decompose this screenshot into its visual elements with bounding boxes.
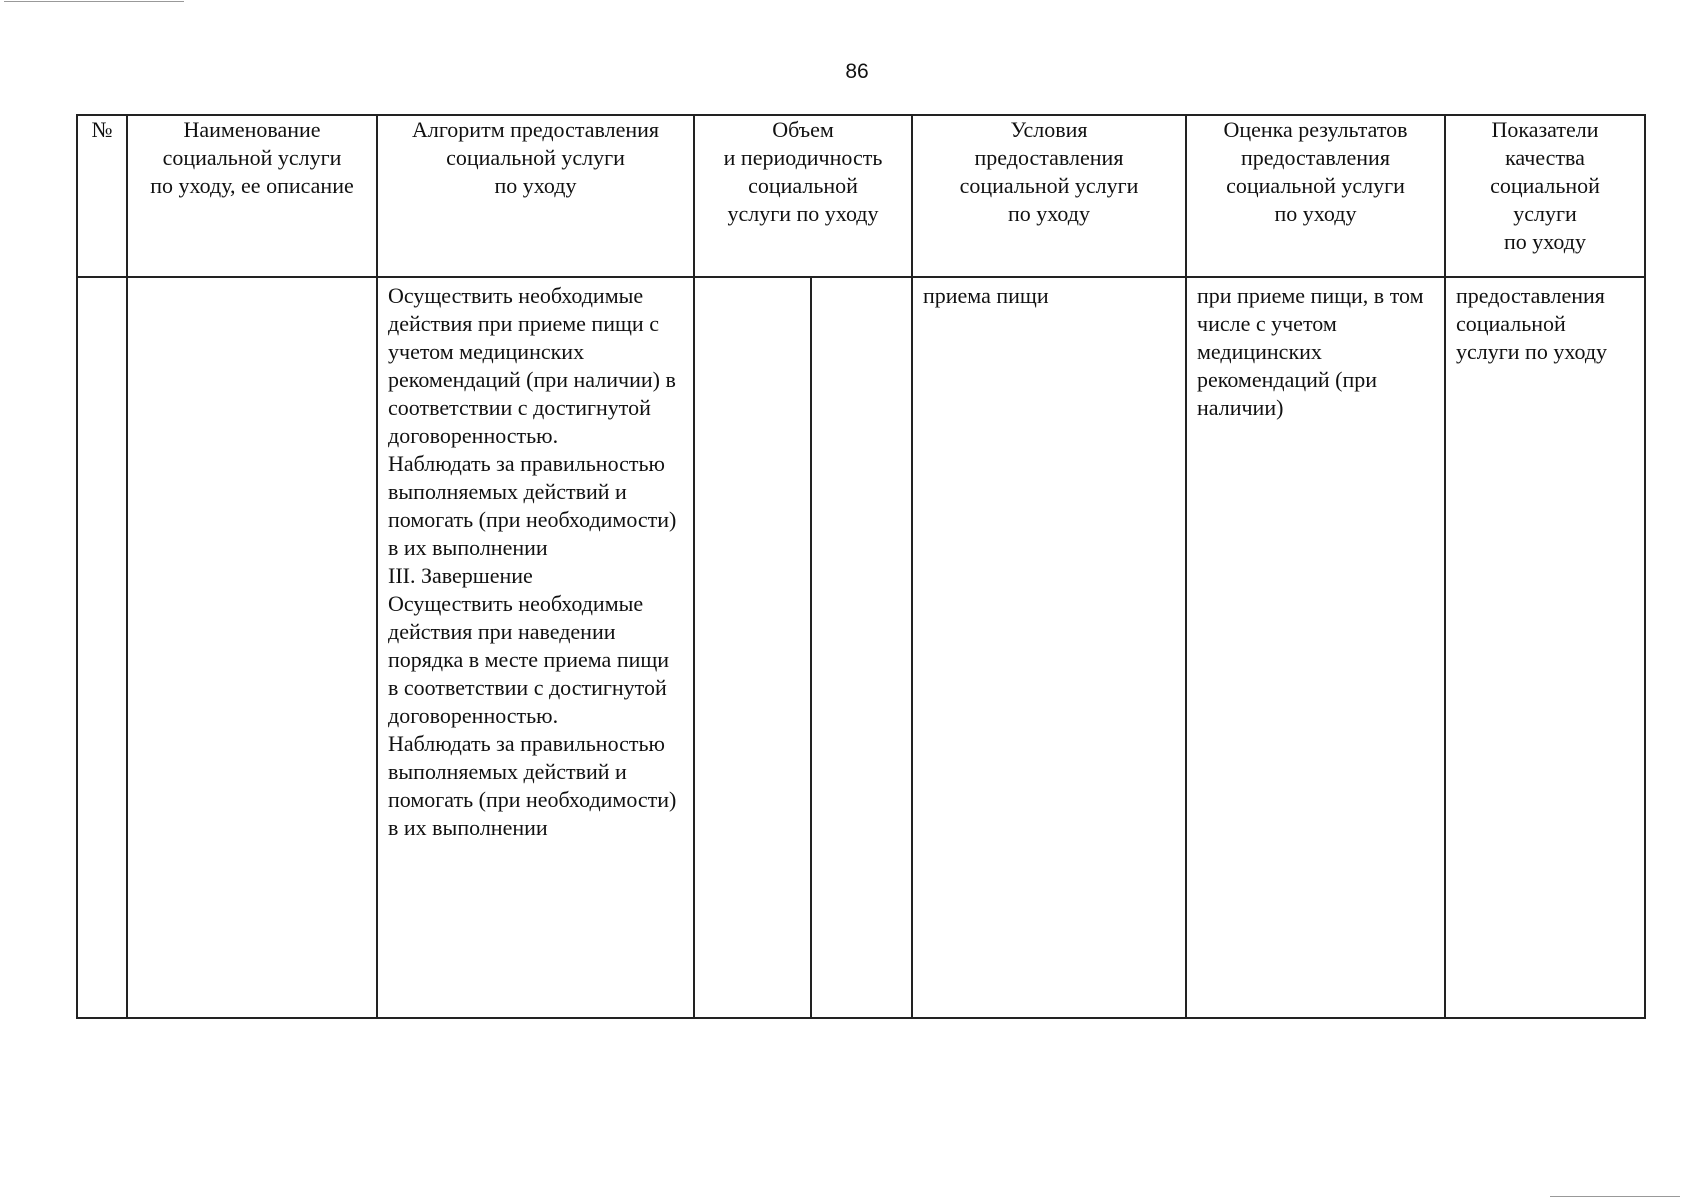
- scan-artifact: [4, 1, 184, 2]
- cell-volume: [694, 277, 912, 1018]
- cell-algorithm: [377, 277, 694, 1018]
- table-row: [77, 277, 1645, 1018]
- header-assessment: Оценка результатов предоставления социальной услуги по уходу: [1186, 115, 1445, 277]
- algorithm-step: Осуществить необходимые действия при приеме пищи с учетом медицинских рекомендаций (при наличии) в соответствии с достигнутой договоренностью.: [388, 283, 676, 448]
- cell-name: [127, 277, 377, 1018]
- header-algorithm: Алгоритм предоставления социальной услуги по уходу: [377, 115, 694, 277]
- algorithm-section-heading: III. Завершение: [388, 563, 533, 588]
- algorithm-step: Наблюдать за правильностью выполняемых действий и помогать (при необходимости) в их выполнении: [388, 451, 677, 560]
- table-header-row: [77, 115, 1645, 277]
- page-number: 86: [845, 60, 869, 83]
- header-number: №: [77, 115, 127, 277]
- algorithm-step: Наблюдать за правильностью выполняемых действий и помогать (при необходимости) в их выполнении: [388, 731, 677, 840]
- header-conditions: Условия предоставления социальной услуги по уходу: [912, 115, 1186, 277]
- header-name: Наименование социальной услуги по уходу, ее описание: [127, 115, 377, 277]
- volume-periodicity-divider: [810, 278, 812, 1017]
- algorithm-step: Осуществить необходимые действия при наведении порядка в месте приема пищи в соответствии с достигнутой договоренностью.: [388, 591, 670, 728]
- cell-number: [77, 277, 127, 1018]
- cell-quality: предоставления социальной услуги по уходу: [1445, 277, 1645, 1018]
- services-table: [76, 114, 1646, 1019]
- header-volume: Объем и периодичность социальной услуги по уходу: [694, 115, 912, 277]
- cell-conditions: приема пищи: [912, 277, 1186, 1018]
- scan-artifact: [1550, 1196, 1680, 1197]
- cell-assessment: при приеме пищи, в том числе с учетом медицинских рекомендаций (при наличии): [1186, 277, 1445, 1018]
- header-quality: Показатели качества социальной услуги по уходу: [1445, 115, 1645, 277]
